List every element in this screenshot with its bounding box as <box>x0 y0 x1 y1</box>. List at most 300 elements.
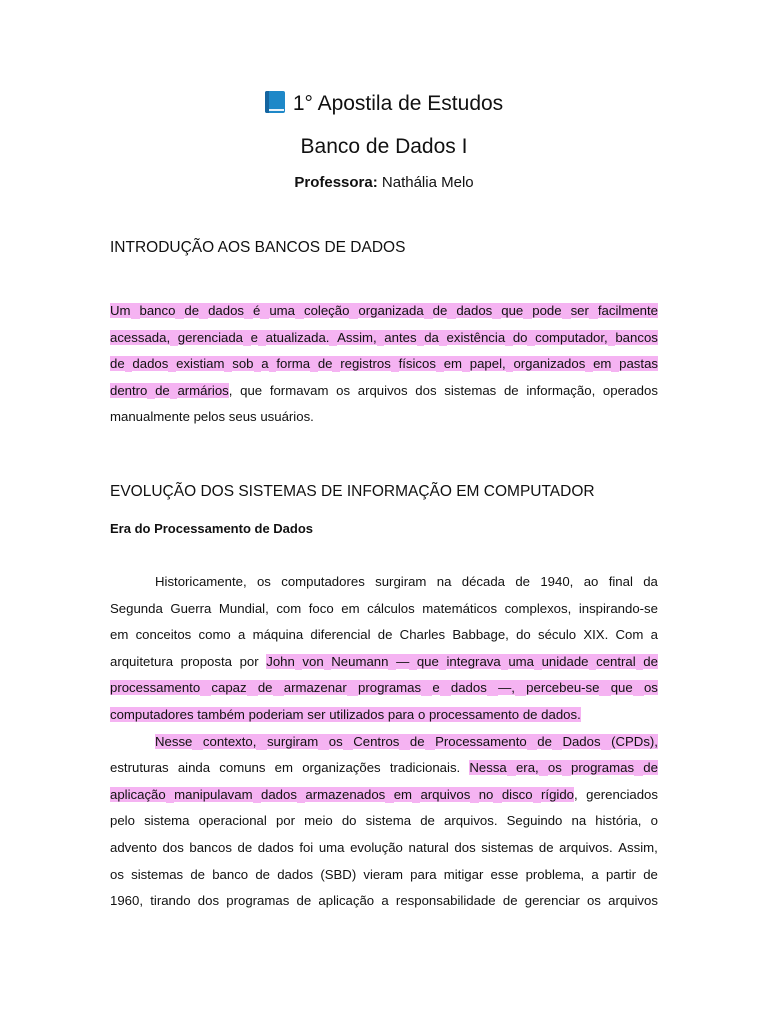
highlight-gap <box>391 356 399 372</box>
highlight-gap <box>310 356 318 372</box>
word: os <box>547 760 562 776</box>
word: usuários. <box>260 409 314 425</box>
highlight-gap <box>200 680 211 696</box>
word: capaz <box>211 680 247 696</box>
word: é <box>253 303 261 318</box>
word: manualmente <box>110 409 190 425</box>
word: aplicação <box>318 893 375 909</box>
text-line <box>110 705 658 725</box>
word: registros <box>340 356 391 372</box>
highlight-gap <box>493 787 501 803</box>
word: evolução <box>350 840 403 855</box>
highlight-gap <box>523 303 532 319</box>
word: dados. <box>541 707 581 722</box>
highlight-gap <box>589 303 598 319</box>
word: da <box>643 574 658 589</box>
highlight-gap <box>224 356 232 372</box>
word: organizados <box>513 356 586 372</box>
word: máquina <box>252 627 304 643</box>
word: também <box>197 707 245 722</box>
professor-name: Nathália Melo <box>381 174 474 191</box>
word: pastas <box>619 356 658 372</box>
highlight-gap <box>412 787 420 803</box>
text-line <box>110 758 658 778</box>
word: programas <box>571 760 635 776</box>
highlight-gap <box>470 787 478 803</box>
word: Guerra <box>170 600 212 616</box>
highlight-gap <box>505 330 513 346</box>
highlight-gap <box>324 654 332 670</box>
word: da <box>424 329 439 345</box>
highlight-gap <box>611 356 619 372</box>
word: e <box>432 680 440 696</box>
word: John <box>266 653 295 669</box>
word: complexos, <box>504 600 572 616</box>
highlight-gap <box>347 680 358 696</box>
word: aplicação <box>110 786 166 802</box>
word: manipulavam <box>174 786 253 802</box>
word: de <box>515 574 531 589</box>
word: programas <box>358 680 422 696</box>
highlight-gap <box>562 760 571 776</box>
word: em <box>110 627 129 643</box>
word: integrava <box>446 653 501 669</box>
highlight-gap <box>147 383 155 399</box>
word: que <box>416 653 439 669</box>
word: banco <box>212 866 249 882</box>
word: papel, <box>469 356 506 372</box>
highlight-gap <box>534 654 542 670</box>
word: inspirando-se <box>578 600 658 616</box>
word: dados <box>456 303 493 318</box>
word: computadores <box>110 707 194 722</box>
word: estruturas <box>110 760 169 776</box>
word: armários, <box>177 382 233 398</box>
highlight-gap <box>533 787 541 803</box>
blue-book-icon <box>265 91 285 113</box>
document-subtitle: Banco de Dados I <box>300 135 468 158</box>
word: vieram <box>363 866 403 882</box>
word: matemáticos <box>422 600 498 616</box>
word: em <box>443 356 463 372</box>
word: os <box>586 893 601 909</box>
highlight-gap <box>170 330 178 346</box>
highlight-gap <box>527 734 538 750</box>
word: banco <box>139 303 176 318</box>
word: XIX. <box>583 627 609 643</box>
highlight-gap <box>601 734 612 750</box>
word: do <box>341 813 357 829</box>
word: Um <box>110 303 131 318</box>
professor-label: Professora: <box>294 174 378 191</box>
word: de <box>538 840 554 855</box>
word: Processamento <box>435 733 527 749</box>
word: seus <box>228 409 257 425</box>
highlight-gap <box>589 654 597 670</box>
highlight-gap <box>295 654 303 670</box>
word: na <box>571 813 587 829</box>
word: por <box>239 653 259 669</box>
word: para <box>387 707 415 722</box>
highlight-gap <box>439 330 447 346</box>
highlight-gap <box>599 680 610 696</box>
word: ser <box>570 303 589 318</box>
highlight-gap <box>409 654 417 670</box>
word: dentro <box>110 382 148 398</box>
word: em <box>341 600 360 616</box>
word: antes <box>384 329 417 345</box>
highlight-gap <box>256 734 267 750</box>
highlight-gap <box>295 303 304 319</box>
word: Dados <box>562 733 601 749</box>
word: para <box>410 866 437 882</box>
word: pelo <box>110 813 135 829</box>
word: problema, <box>525 866 585 882</box>
word: os <box>336 382 351 398</box>
word: Assim, <box>618 840 658 855</box>
word: do <box>512 329 528 345</box>
word: conceitos <box>135 627 192 643</box>
word: o <box>650 813 658 829</box>
word: físicos <box>398 356 436 372</box>
word: surgiram <box>375 574 427 589</box>
highlight-gap <box>269 356 277 372</box>
highlight-gap <box>501 654 509 670</box>
word: pelos <box>193 409 226 425</box>
highlight-gap <box>192 734 203 750</box>
word: dos <box>415 382 437 398</box>
professor-line <box>0 173 768 193</box>
word: uma <box>508 653 534 669</box>
highlight-gap <box>343 734 354 750</box>
word: arquivos. <box>444 813 498 829</box>
text-line <box>110 838 658 858</box>
word: rígido, <box>541 786 578 802</box>
word: dados <box>450 680 487 696</box>
highlight-gap <box>439 654 447 670</box>
highlight-gap <box>636 654 644 670</box>
word: forma <box>276 356 311 372</box>
word: com <box>276 600 302 616</box>
word: de <box>110 356 125 372</box>
word: Nesse <box>155 733 193 749</box>
highlight-gap <box>552 734 563 750</box>
text-line <box>110 865 658 885</box>
word: Neumann <box>331 653 389 669</box>
highlight-gap <box>425 734 436 750</box>
word: dados <box>208 303 245 318</box>
word: tirando <box>150 893 191 909</box>
highlight-gap <box>318 734 329 750</box>
text-line <box>110 301 658 321</box>
word: final <box>608 574 633 589</box>
word: organizações <box>302 760 381 776</box>
word: dados <box>277 866 314 882</box>
highlight-gap <box>332 356 340 372</box>
text-line <box>110 678 658 698</box>
highlight-gap <box>385 787 393 803</box>
word: sob <box>232 356 254 372</box>
word: Assim, <box>337 329 377 345</box>
word: meio <box>304 813 333 829</box>
word: contexto, <box>202 733 257 749</box>
word: pode <box>532 303 562 318</box>
word: de <box>643 760 658 776</box>
text-line <box>155 732 658 752</box>
word: de <box>643 653 658 669</box>
word: os <box>643 680 658 696</box>
word: em <box>274 760 293 776</box>
section-heading-intro: INTRODUÇÃO AOS BANCOS DE DADOS <box>110 239 406 256</box>
word: Historicamente, <box>155 574 247 589</box>
word: operados <box>602 382 658 398</box>
word: história, <box>595 813 642 829</box>
word: de <box>409 733 425 749</box>
word: Centros <box>353 733 400 749</box>
highlight-gap <box>297 787 305 803</box>
word: a <box>238 627 246 643</box>
highlight-gap <box>440 680 451 696</box>
word: percebeu-se <box>526 680 600 696</box>
text-line <box>110 652 658 672</box>
word: surgiram <box>266 733 319 749</box>
text-line <box>110 811 658 831</box>
word: sistemas <box>481 840 534 855</box>
word: 1940, <box>540 574 574 589</box>
word: esse <box>490 866 519 882</box>
highlight-gap <box>492 303 501 319</box>
word: central <box>596 653 636 669</box>
word: unidade <box>541 653 589 669</box>
word: de <box>255 866 270 882</box>
word: a <box>261 356 269 372</box>
word: arquivos <box>608 893 658 909</box>
word: bancos <box>615 329 658 345</box>
word: na <box>436 574 452 589</box>
word: computador, <box>535 329 608 345</box>
text-line <box>110 891 658 911</box>
word: coleção <box>303 303 350 318</box>
word: de <box>377 627 393 643</box>
text-line <box>110 785 658 805</box>
word: responsabilidade <box>395 893 496 909</box>
word: advento <box>110 840 157 855</box>
highlight-gap <box>199 303 208 319</box>
highlight-gap <box>247 680 258 696</box>
word: e <box>250 329 259 345</box>
word: ainda <box>177 760 211 776</box>
word: século <box>537 627 577 643</box>
word: dados <box>261 786 297 802</box>
highlight-gap <box>562 303 571 319</box>
word: sistemas <box>444 382 497 398</box>
word: processamento <box>428 707 520 722</box>
word: Com <box>615 627 644 643</box>
word: de <box>184 303 200 318</box>
word: programas <box>226 893 290 909</box>
word: Seguindo <box>506 813 563 829</box>
word: arquitetura <box>110 653 174 669</box>
word: sistema <box>144 813 190 829</box>
highlight-gap <box>273 680 284 696</box>
word: década <box>461 574 506 589</box>
highlight-gap <box>258 330 266 346</box>
word: dados <box>257 840 294 855</box>
word: os <box>110 866 124 882</box>
word: comuns <box>219 760 266 776</box>
text-line <box>110 407 658 427</box>
word: partir <box>605 866 636 882</box>
highlight-gap <box>168 356 176 372</box>
word: armazenar <box>283 680 347 696</box>
highlight-gap <box>243 330 251 346</box>
word: von <box>302 653 324 669</box>
word: de <box>537 733 552 749</box>
word: tradicionais. <box>389 760 461 776</box>
word: que <box>240 382 263 398</box>
word: era, <box>515 760 539 776</box>
word: existiam <box>176 356 225 372</box>
highlight-gap <box>399 734 410 750</box>
text-line <box>110 381 658 401</box>
word: —, <box>498 680 515 696</box>
word: que <box>610 680 633 696</box>
highlight-gap <box>254 356 262 372</box>
word: arquivos. <box>559 840 613 855</box>
word: armazenados <box>305 786 386 802</box>
word: processamento <box>110 680 201 696</box>
word: mitigar <box>443 866 484 882</box>
word: Mundial, <box>218 600 269 616</box>
word: de <box>432 303 448 318</box>
word: facilmente <box>597 303 658 318</box>
word: cálculos <box>367 600 415 616</box>
highlight-gap <box>349 303 358 319</box>
word: gerenciada <box>177 329 244 345</box>
word: a <box>381 893 389 909</box>
document-title <box>0 91 768 117</box>
word: (SBD) <box>320 866 357 882</box>
word: atualizada. <box>265 329 330 345</box>
highlight-gap <box>515 680 526 696</box>
word: de <box>503 382 519 398</box>
word: disco <box>501 786 533 802</box>
word: proposta <box>180 653 232 669</box>
highlight-gap <box>253 787 261 803</box>
word: de <box>296 893 312 909</box>
word: a <box>591 866 599 882</box>
text-line <box>155 572 658 592</box>
highlight-gap <box>539 760 548 776</box>
highlight-gap <box>506 356 514 372</box>
word: Segunda <box>110 600 163 616</box>
word: sistemas <box>131 866 184 882</box>
highlight-gap <box>507 760 516 776</box>
word: o <box>417 707 426 722</box>
word: Charles <box>399 627 446 643</box>
highlight-gap <box>436 356 444 372</box>
highlight-gap <box>608 330 616 346</box>
word: formavam <box>269 382 329 398</box>
word: acessada, <box>110 329 171 345</box>
highlight-gap <box>260 303 269 319</box>
word: em <box>593 356 612 372</box>
word: foco <box>308 600 334 616</box>
word: Nessa <box>469 760 507 776</box>
word: do <box>516 627 531 643</box>
highlight-gap <box>585 356 593 372</box>
word: de <box>257 680 273 696</box>
word: uma <box>269 303 295 318</box>
title-line-1: 1° Apostila de Estudos <box>292 92 504 115</box>
highlight-gap <box>424 303 433 319</box>
word: diferencial <box>310 627 371 643</box>
word: de <box>502 893 518 909</box>
word: de <box>155 382 170 398</box>
word: dados <box>132 356 169 372</box>
word: foi <box>299 840 314 855</box>
word: arquivos <box>420 786 471 802</box>
word: dos <box>454 840 476 855</box>
word: de <box>190 866 206 882</box>
word: natural <box>408 840 449 855</box>
highlight-gap <box>166 787 174 803</box>
section-heading-evolution: EVOLUÇÃO DOS SISTEMAS DE INFORMAÇÃO EM COMPUTADOR <box>110 483 595 500</box>
word: bancos <box>189 840 232 855</box>
text-line <box>110 328 658 348</box>
highlight-gap <box>633 680 644 696</box>
word: a <box>650 627 658 643</box>
word: computadores <box>281 574 365 589</box>
word: organizada <box>358 303 424 318</box>
text-line <box>110 625 658 645</box>
word: arquivos <box>357 382 408 398</box>
word: poderiam <box>248 707 304 722</box>
word: existência <box>446 329 506 345</box>
word: operacional <box>198 813 267 829</box>
word: dos <box>197 893 220 909</box>
highlight-gap <box>377 330 385 346</box>
word: os <box>328 733 343 749</box>
highlight-gap <box>388 654 396 670</box>
word: ser <box>307 707 326 722</box>
word: os <box>256 574 271 589</box>
subsection-heading: Era do Processamento de Dados <box>110 521 314 536</box>
word: que <box>501 303 524 318</box>
highlight-gap <box>527 330 535 346</box>
word: de <box>643 866 658 882</box>
highlight-gap <box>131 303 140 319</box>
word: dos <box>162 840 184 855</box>
highlight-gap <box>329 330 337 346</box>
highlight-gap <box>421 680 432 696</box>
highlight-gap <box>447 303 456 319</box>
highlight-gap <box>175 303 184 319</box>
word: em <box>393 786 413 802</box>
word: de <box>420 813 435 829</box>
highlight-gap <box>244 303 253 319</box>
word: — <box>396 653 410 669</box>
word: gerenciar <box>524 893 580 909</box>
word: utilizados <box>329 707 385 722</box>
word: 1960, <box>110 893 144 909</box>
word: ao <box>583 574 599 589</box>
word: de <box>522 707 538 722</box>
word: (CPDs), <box>611 733 658 749</box>
word: de <box>317 356 333 372</box>
highlight-gap <box>462 356 470 372</box>
highlight-gap <box>170 383 178 399</box>
